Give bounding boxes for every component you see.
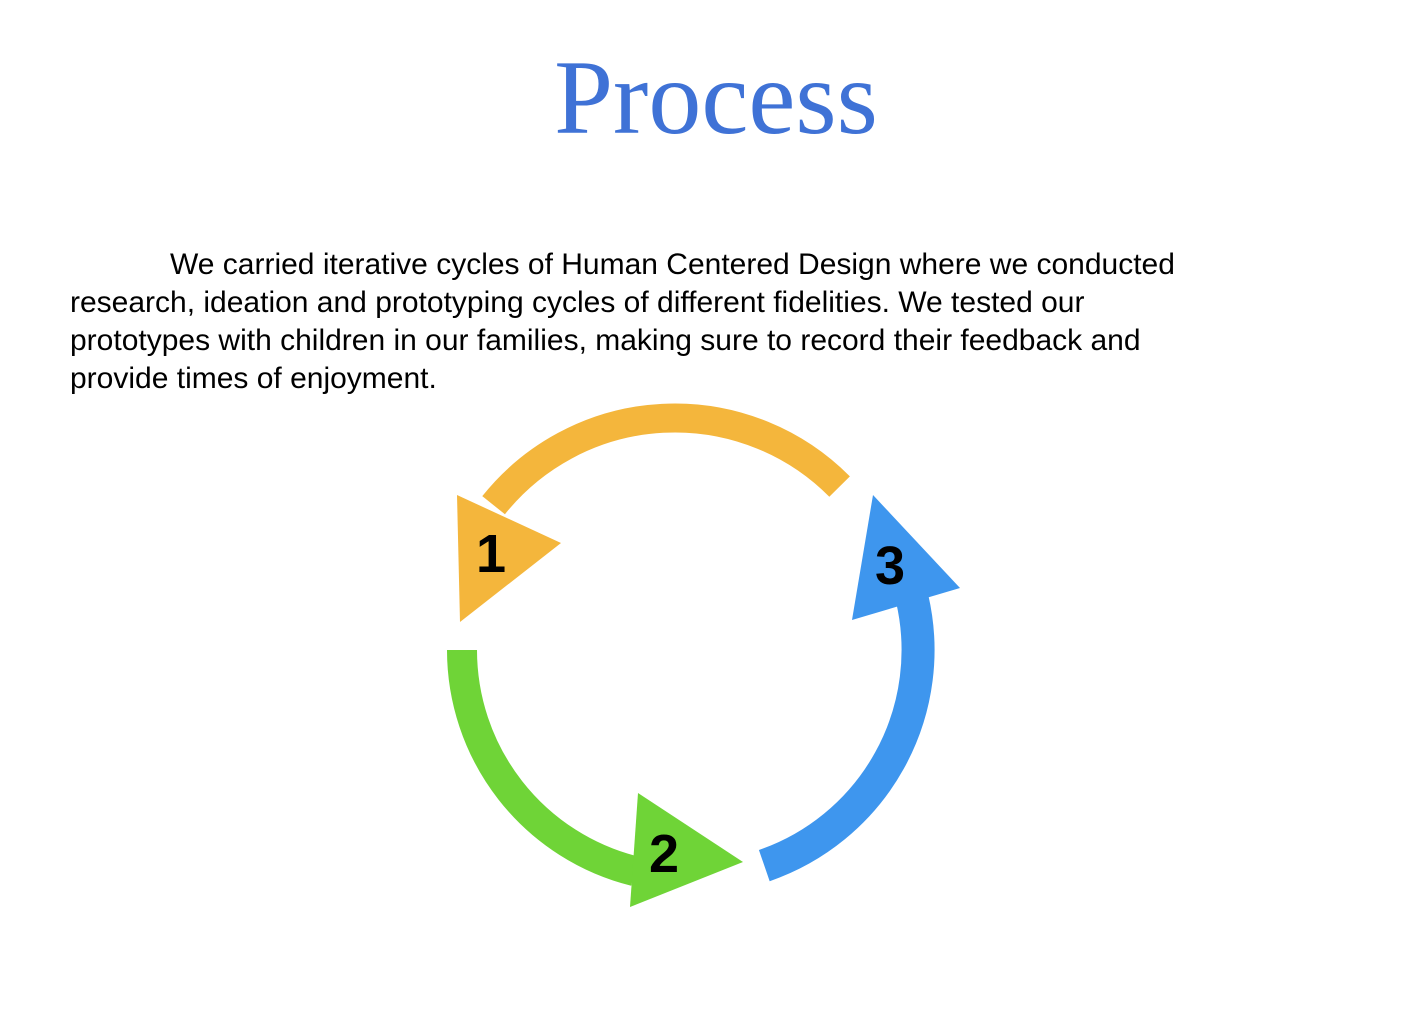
- slide-title: Process: [554, 39, 878, 156]
- step-3-number: 3: [874, 536, 906, 596]
- body-line: We carried iterative cycles of Human Centered Design where we conducted: [170, 248, 1175, 281]
- step-1-number: 1: [475, 524, 507, 584]
- cycle-step-1: [457, 418, 840, 622]
- step-2-arrowhead-icon: [630, 793, 743, 907]
- body-line: research, ideation and prototyping cycles of different fidelities. We tested our: [70, 286, 1085, 319]
- cycle-step-3: [764, 495, 960, 866]
- step-3-arrowhead-icon: [852, 495, 960, 620]
- step-3-arc: [764, 599, 918, 866]
- step-1-arc: [494, 418, 840, 505]
- step-1-arrowhead-icon: [457, 495, 561, 622]
- body-line: provide times of enjoyment.: [70, 362, 437, 395]
- cycle-step-2: [462, 650, 743, 907]
- step-2-number: 2: [648, 824, 680, 884]
- body-line: prototypes with children in our families, making sure to record their feedback and: [70, 324, 1141, 357]
- step-2-arc: [462, 650, 635, 871]
